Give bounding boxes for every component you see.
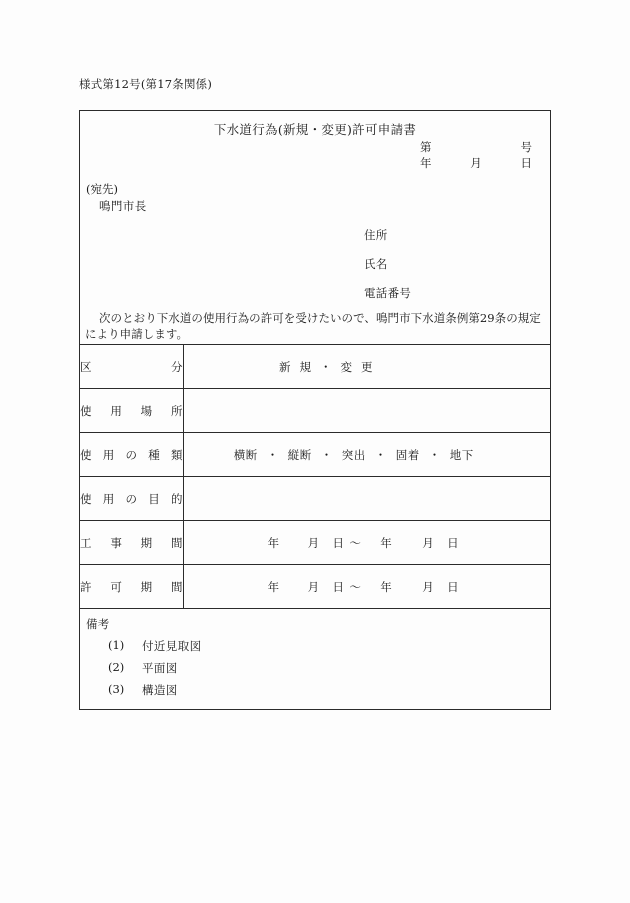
kind-separator: ・ bbox=[428, 447, 441, 462]
row-value-permit-period bbox=[183, 565, 550, 609]
end-day[interactable]: 日 bbox=[447, 535, 459, 550]
end-month[interactable]: 月 bbox=[422, 579, 435, 594]
construction-date-range[interactable] bbox=[253, 535, 459, 551]
permit-date-range[interactable] bbox=[253, 579, 459, 595]
table-row bbox=[80, 345, 550, 389]
table-row bbox=[80, 565, 550, 609]
row-value-location[interactable] bbox=[183, 389, 550, 433]
row-label-construction-period: 工事期間 bbox=[80, 521, 183, 565]
start-year[interactable]: 年 bbox=[267, 579, 280, 594]
row-label-permit-period: 許可期間 bbox=[80, 565, 183, 609]
form-number-label: 様式第12号(第17条関係) bbox=[79, 77, 213, 91]
choice-options[interactable] bbox=[279, 359, 391, 375]
document-date-field bbox=[420, 155, 532, 171]
kind-option-longitudinal[interactable]: 縦断 bbox=[287, 447, 312, 462]
application-form bbox=[79, 110, 551, 710]
range-tilde: ～ bbox=[349, 535, 362, 550]
kind-separator: ・ bbox=[266, 447, 279, 462]
addressee-label: (宛先) bbox=[86, 182, 118, 196]
application-statement: 次のとおり下水道の使用行為の許可を受けたいので、鳴門市下水道条例第29条の規定により申請します。 bbox=[85, 311, 541, 341]
document-number-suffix: 号 bbox=[520, 140, 532, 154]
kind-option-protrusion[interactable]: 突出 bbox=[341, 447, 366, 462]
table-row bbox=[80, 477, 550, 521]
start-month[interactable]: 月 bbox=[307, 579, 320, 594]
row-label-purpose: 使用の目的 bbox=[80, 477, 183, 521]
form-header-block bbox=[80, 111, 550, 344]
end-day[interactable]: 日 bbox=[447, 579, 459, 594]
kind-separator: ・ bbox=[320, 447, 333, 462]
page-title: 下水道行為(新規・変更)許可申請書 bbox=[213, 122, 417, 137]
row-label-location: 使用場所 bbox=[80, 389, 183, 433]
table-row bbox=[80, 433, 550, 477]
start-day[interactable]: 日 bbox=[332, 579, 345, 594]
kind-option-attachment[interactable]: 固着 bbox=[395, 447, 420, 462]
choice-option-new[interactable]: 新規 bbox=[279, 359, 320, 374]
row-label-kind: 使用の種類 bbox=[80, 433, 183, 477]
kind-option-underground[interactable]: 地下 bbox=[449, 447, 474, 462]
applicant-phone-text: 電話番号 bbox=[364, 286, 412, 300]
document-number-prefix: 第 bbox=[420, 140, 432, 154]
applicant-address-label bbox=[364, 227, 388, 243]
kind-options[interactable] bbox=[234, 447, 474, 463]
kind-separator: ・ bbox=[374, 447, 387, 462]
range-tilde: ～ bbox=[349, 579, 362, 594]
remarks-item-number: (2) bbox=[108, 660, 125, 674]
applicant-address-text: 住所 bbox=[364, 228, 388, 242]
table-row bbox=[80, 389, 550, 433]
applicant-phone-label bbox=[364, 285, 411, 301]
row-label-kubun: 区分 bbox=[80, 345, 183, 389]
remarks-item-text: 付近見取図 bbox=[142, 639, 202, 653]
document-date-year: 年 bbox=[420, 156, 432, 170]
end-year[interactable]: 年 bbox=[380, 579, 393, 594]
choice-separator: ・ bbox=[320, 359, 341, 374]
remarks-section bbox=[80, 608, 550, 709]
start-month[interactable]: 月 bbox=[307, 535, 320, 550]
addressee-name: 鳴門市長 bbox=[99, 199, 147, 213]
list-item bbox=[86, 660, 550, 676]
document-date-month: 月 bbox=[470, 156, 482, 170]
end-year[interactable]: 年 bbox=[380, 535, 393, 550]
list-item bbox=[86, 638, 550, 654]
remarks-item-text: 平面図 bbox=[142, 661, 178, 675]
remarks-item-text: 構造図 bbox=[142, 683, 178, 697]
kind-option-crossing[interactable]: 横断 bbox=[233, 447, 258, 462]
remarks-title: 備考 bbox=[86, 617, 110, 631]
remarks-item-number: (3) bbox=[108, 682, 125, 696]
start-day[interactable]: 日 bbox=[332, 535, 345, 550]
choice-option-change[interactable]: 変更 bbox=[340, 359, 382, 374]
end-month[interactable]: 月 bbox=[422, 535, 435, 550]
applicant-name-label bbox=[364, 256, 388, 272]
remarks-item-number: (1) bbox=[108, 638, 125, 652]
document-date-day: 日 bbox=[520, 156, 532, 170]
list-item bbox=[86, 682, 550, 698]
applicant-name-text: 氏名 bbox=[364, 257, 388, 271]
row-value-construction-period bbox=[183, 521, 550, 565]
row-value-purpose[interactable] bbox=[183, 477, 550, 521]
row-value-kubun bbox=[183, 345, 550, 389]
form-data-table bbox=[80, 344, 550, 608]
document-number-field bbox=[420, 139, 532, 155]
row-value-kind bbox=[183, 433, 550, 477]
start-year[interactable]: 年 bbox=[267, 535, 280, 550]
table-row bbox=[80, 521, 550, 565]
